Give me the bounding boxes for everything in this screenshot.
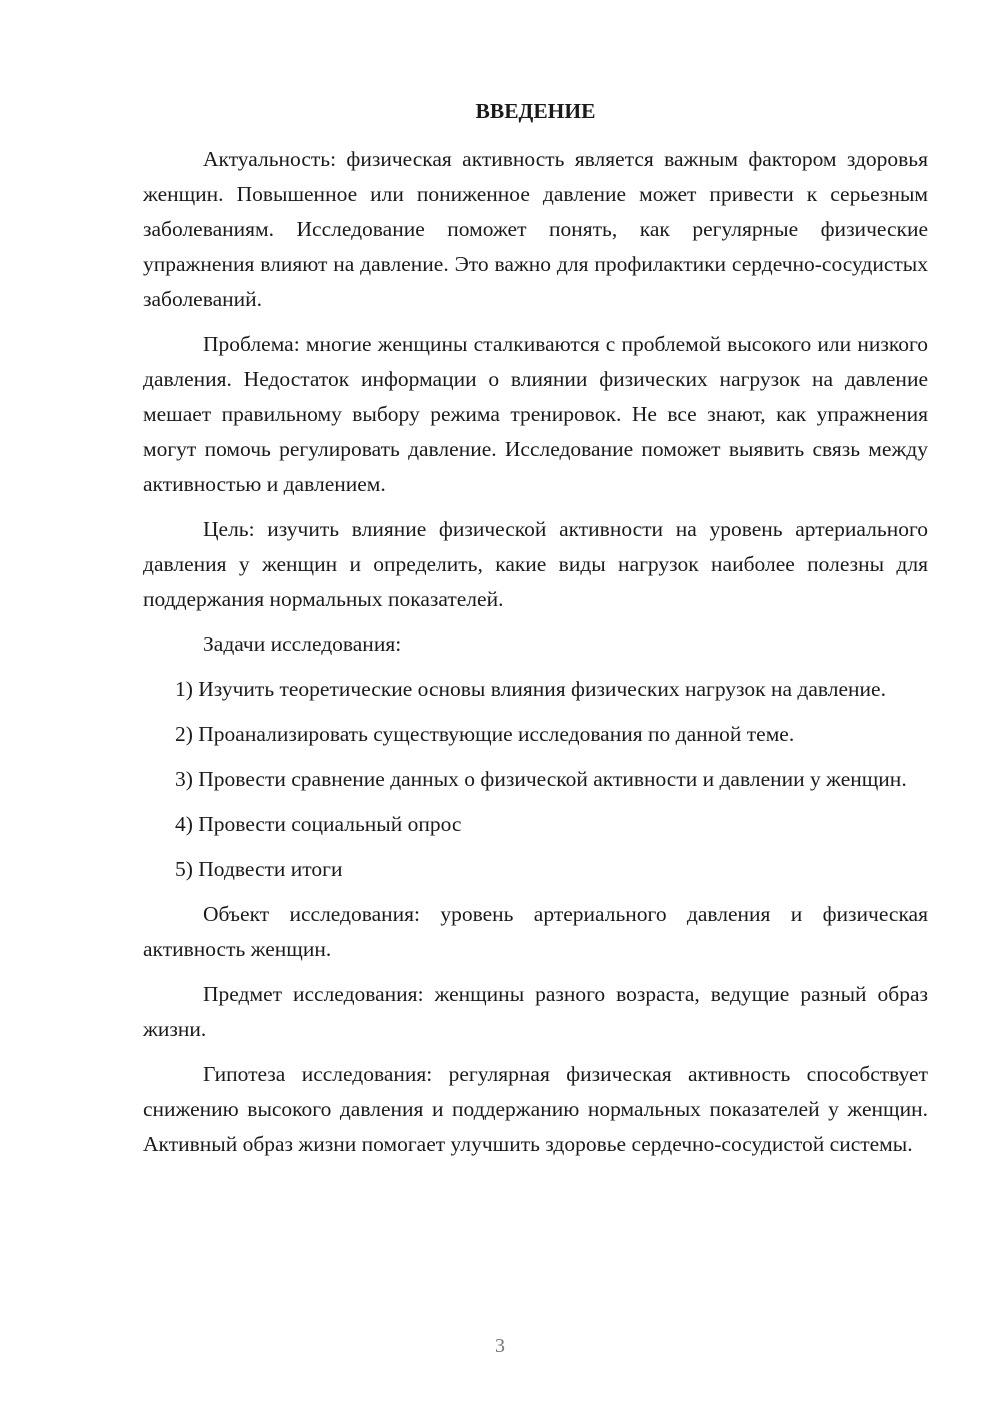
page-number: 3 bbox=[495, 1335, 505, 1357]
task-item-1: 1) Изучить теоретические основы влияния физических нагрузок на давление. bbox=[175, 677, 886, 701]
task-item-3: 3) Провести сравнение данных о физической активности и давлении у женщин. bbox=[175, 767, 907, 791]
problem-paragraph: Проблема: многие женщины сталкиваются с проблемой высокого или низкого давления. Недостаток информации о влиянии физических нагрузок на давление мешает правильному выбору режима тренировок. Не все знают, как упражнения могут помочь регулировать давление. Исследование поможет выявить связь между активностью и давлением. bbox=[143, 332, 928, 496]
page-content bbox=[143, 94, 928, 1172]
task-item-4: 4) Провести социальный опрос bbox=[175, 812, 462, 836]
tasks-label: Задачи исследования: bbox=[203, 632, 402, 656]
task-item-5: 5) Подвести итоги bbox=[175, 857, 343, 881]
task-item-2: 2) Проанализировать существующие исследования по данной теме. bbox=[175, 722, 795, 746]
goal-paragraph: Цель: изучить влияние физической активности на уровень артериального давления у женщин и определить, какие виды нагрузок наиболее полезны для поддержания нормальных показателей. bbox=[143, 517, 928, 611]
section-heading: ВВЕДЕНИЕ bbox=[475, 99, 596, 123]
hypothesis-paragraph: Гипотеза исследования: регулярная физическая активность способствует снижению высокого давления и поддержанию нормальных показателей у женщин. Активный образ жизни помогает улучшить здоровье сердечно-сосудистой системы. bbox=[143, 1062, 928, 1156]
subject-paragraph: Предмет исследования: женщины разного возраста, ведущие разный образ жизни. bbox=[143, 982, 928, 1041]
relevance-paragraph: Актуальность: физическая активность является важным фактором здоровья женщин. Повышенное или пониженное давление может привести к серьезным заболеваниям. Исследование поможет понять, как регулярные физические упражнения влияют на давление. Это важно для профилактики сердечно-сосудистых заболеваний. bbox=[143, 147, 928, 311]
object-paragraph: Объект исследования: уровень артериального давления и физическая активность женщин. bbox=[143, 902, 928, 961]
